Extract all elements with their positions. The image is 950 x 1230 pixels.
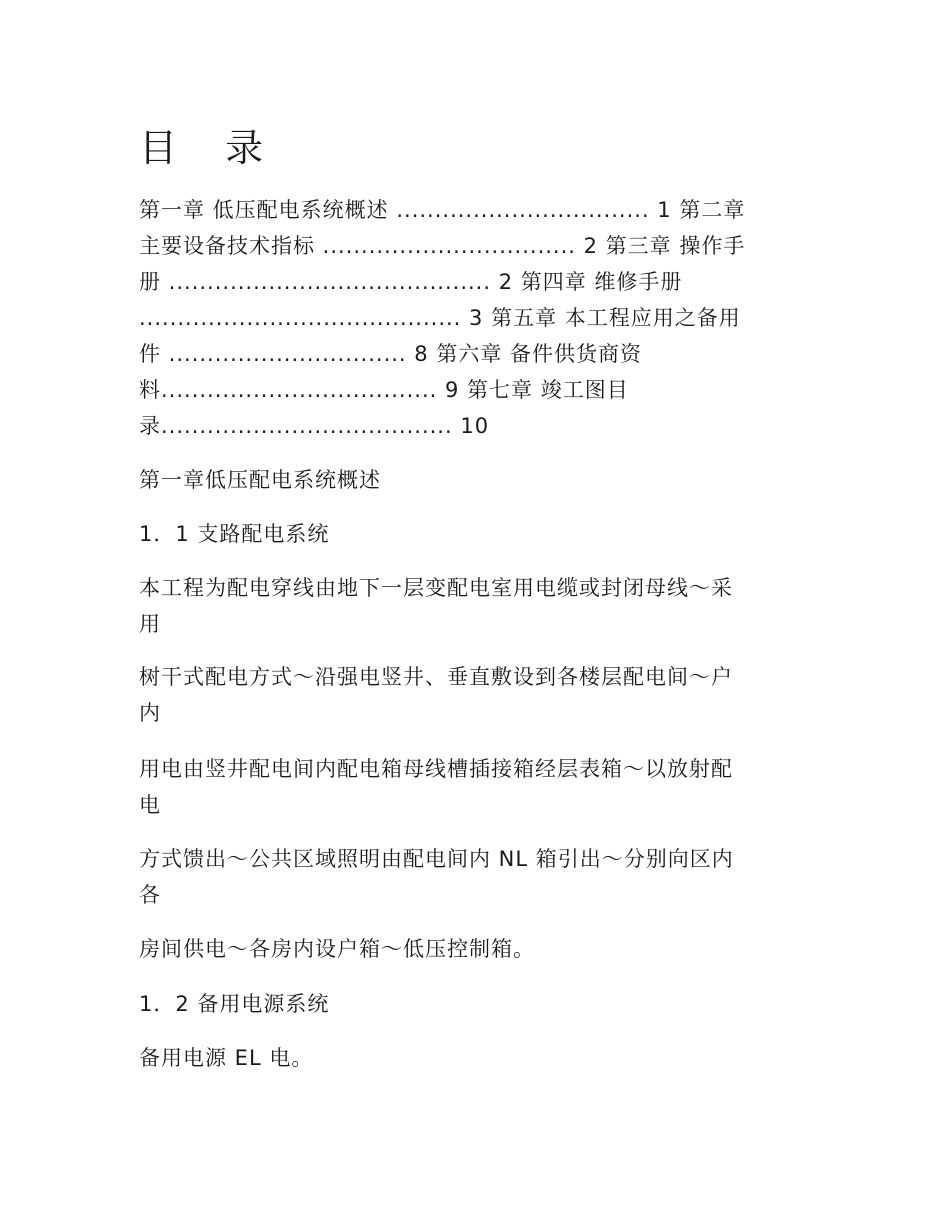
toc-line: 册 .......................................... 2 第四章 维修手册 [139, 270, 683, 294]
page-title: 目 录 [139, 126, 282, 170]
paragraph-line: 内 [139, 701, 161, 725]
table-of-contents [139, 192, 819, 444]
paragraph-line: 各 [139, 883, 161, 907]
paragraph-line: 本工程为配电穿线由地下一层变配电室用电缆或封闭母线～采 [139, 576, 733, 600]
toc-line: 件 ............................... 8 第六章 备件供货商资 [139, 342, 642, 366]
paragraph-line: 方式馈出～公共区域照明由配电间内 NL 箱引出～分别向区内 [139, 847, 734, 871]
paragraph-line: 备用电源 EL 电。 [139, 1046, 314, 1070]
toc-line: 料.................................... 9 第七章 竣工图目 [139, 378, 629, 402]
paragraph-line: 树干式配电方式～沿强电竖井、垂直敷设到各楼层配电间～户 [139, 665, 733, 689]
paragraph-line: 电 [139, 793, 161, 817]
section-heading: 1．2 备用电源系统 [139, 992, 330, 1016]
toc-line: 主要设备技术指标 ................................. 2 第三章 操作手 [139, 234, 746, 258]
paragraph-line: 用 [139, 612, 161, 636]
paragraph-line: 用电由竖井配电间内配电箱母线槽插接箱经层表箱～以放射配 [139, 757, 733, 781]
section-heading: 1．1 支路配电系统 [139, 522, 330, 546]
toc-line: 第一章 低压配电系统概述 ................................. 1 第二章 [139, 198, 746, 222]
toc-line: 录...................................... 10 [139, 414, 490, 438]
toc-line: .......................................... 3 第五章 本工程应用之备用 [139, 306, 741, 330]
paragraph-line: 房间供电～各房内设户箱～低压控制箱。 [139, 937, 535, 961]
chapter-heading: 第一章低压配电系统概述 [139, 468, 381, 492]
